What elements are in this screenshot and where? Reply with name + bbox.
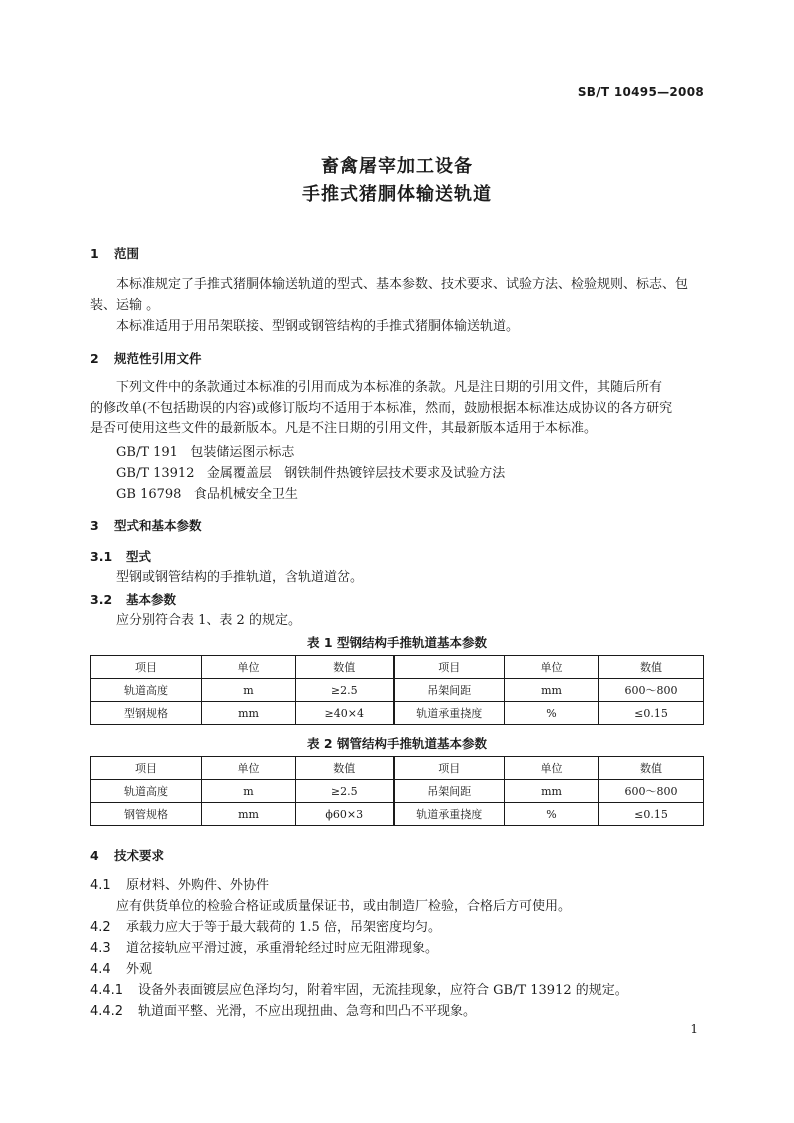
section-3-1-text: 型钢或钢管结构的手推轨道，含轨道道岔。: [116, 570, 364, 585]
section-3-heading: [90, 516, 202, 536]
section-number: 4: [90, 848, 99, 863]
clause-4-4: [90, 960, 152, 980]
section-3-1-heading: [90, 547, 151, 567]
reference-gbt-13912: GB/T 13912 金属覆盖层 钢铁制件热镀锌层技术要求及试验方法: [116, 466, 506, 481]
text-line: 下列文件中的条款通过本标准的引用而成为本标准的条款。凡是注日期的引用文件，其随后所有: [116, 380, 663, 395]
table-cell: mm: [202, 702, 296, 725]
clause-4-4-1: [90, 981, 628, 1001]
section-title: 型式: [126, 549, 152, 564]
table-cell: 轨道高度: [91, 780, 202, 803]
section-number: 3.2: [90, 592, 113, 607]
table-header-cell: 数值: [599, 757, 704, 780]
page-number: 1: [690, 1022, 698, 1036]
clause-4-1-text: 应有供货单位的检验合格证或质量保证书，或由制造厂检验，合格后方可使用。: [116, 899, 572, 914]
table-cell: m: [202, 780, 296, 803]
section-title: 型式和基本参数: [114, 518, 202, 533]
section-title: 范围: [114, 246, 140, 261]
text-line: 本标准规定了手推式猪胴体输送轨道的型式、基本参数、技术要求、试验方法、检验规则、标志、包: [116, 277, 689, 292]
table-cell: 吊架间距: [394, 679, 505, 702]
section-title: 技术要求: [114, 848, 165, 863]
table-header-row: [91, 757, 704, 780]
table-2-caption: 表 2 钢管结构手推轨道基本参数: [307, 736, 487, 751]
table-row: [91, 780, 704, 803]
table-cell: ≥2.5: [296, 679, 394, 702]
section-1-paragraph-2: 本标准适用于用吊架联接、型钢或钢管结构的手推式猪胴体输送轨道。: [116, 319, 520, 334]
section-number: 3: [90, 518, 99, 533]
title-line-1: 畜禽屠宰加工设备: [321, 156, 473, 177]
table-header-row: [91, 656, 704, 679]
section-4-heading: [90, 846, 164, 866]
clause-text: 承载力应大于等于最大载荷的 1.5 倍，吊架密度均匀。: [126, 920, 441, 935]
reference-gb-16798: GB 16798 食品机械安全卫生: [116, 487, 298, 502]
table-cell: ≥2.5: [296, 780, 394, 803]
section-2-heading: [90, 349, 202, 369]
clause-text: 原材料、外购件、外协件: [126, 878, 270, 893]
table-header-cell: 项目: [91, 656, 202, 679]
reference-gbt-191: GB/T 191 包装储运图示标志: [116, 445, 295, 460]
table-2: [90, 756, 704, 826]
table-cell: 600～800: [599, 679, 704, 702]
table-cell: mm: [202, 803, 296, 826]
clause-text: 外观: [126, 962, 153, 977]
table-header-cell: 单位: [202, 757, 296, 780]
table-row: [91, 702, 704, 725]
table-cell: 钢管规格: [91, 803, 202, 826]
clause-number: 4.2: [90, 920, 111, 935]
table-cell: 吊架间距: [394, 780, 505, 803]
table-header-cell: 项目: [394, 757, 505, 780]
table-cell: mm: [505, 679, 599, 702]
clause-4-3: [90, 939, 438, 959]
standard-code: SB/T 10495—2008: [577, 85, 704, 99]
table-header-cell: 单位: [505, 656, 599, 679]
section-1-heading: [90, 244, 139, 264]
clause-number: 4.4: [90, 962, 111, 977]
clause-number: 4.4.2: [90, 1004, 124, 1019]
table-cell: 型钢规格: [91, 702, 202, 725]
section-title: 基本参数: [126, 592, 177, 607]
table-cell: m: [202, 679, 296, 702]
table-cell: ≤0.15: [599, 803, 704, 826]
section-number: 1: [90, 246, 99, 261]
table-row: [91, 803, 704, 826]
table-header-cell: 项目: [394, 656, 505, 679]
table-cell: ≤0.15: [599, 702, 704, 725]
clause-4-4-2: [90, 1002, 476, 1022]
clause-number: 4.1: [90, 878, 111, 893]
text-line: 装、运输 。: [90, 297, 160, 313]
table-row: [91, 679, 704, 702]
table-cell: 轨道高度: [91, 679, 202, 702]
table-header-cell: 数值: [599, 656, 704, 679]
table-cell: 轨道承重挠度: [394, 803, 505, 826]
section-number: 2: [90, 351, 99, 366]
table-header-cell: 单位: [202, 656, 296, 679]
section-3-2-text: 应分别符合表 1、表 2 的规定。: [116, 613, 301, 628]
table-header-cell: 单位: [505, 757, 599, 780]
clause-text: 设备外表面镀层应色泽均匀，附着牢固，无流挂现象，应符合 GB/T 13912 的规定。: [138, 983, 628, 998]
table-header-cell: 项目: [91, 757, 202, 780]
table-cell: 600～800: [599, 780, 704, 803]
text-line: 的修改单(不包括勘误的内容)或修订版均不适用于本标准，然而，鼓励根据本标准达成协议的各方研究: [90, 400, 673, 416]
clause-text: 轨道面平整、光滑，不应出现扭曲、急弯和凹凸不平现象。: [138, 1004, 477, 1019]
text-line: 是否可使用这些文件的最新版本。凡是不注日期的引用文件，其最新版本适用于本标准。: [90, 421, 598, 436]
clause-text: 道岔接轨应平滑过渡，承重滑轮经过时应无阻滞现象。: [126, 941, 439, 956]
clause-4-1: [90, 876, 269, 896]
section-title: 规范性引用文件: [114, 351, 202, 366]
table-cell: mm: [505, 780, 599, 803]
section-2-paragraph: [90, 378, 704, 440]
table-cell: %: [505, 702, 599, 725]
table-cell: %: [505, 803, 599, 826]
table-1: [90, 655, 704, 725]
clause-number: 4.3: [90, 941, 111, 956]
section-number: 3.1: [90, 549, 113, 564]
section-3-2-heading: [90, 590, 176, 610]
table-header-cell: 数值: [296, 757, 394, 780]
table-cell: ϕ60×3: [296, 803, 394, 826]
table-1-caption: 表 1 型钢结构手推轨道基本参数: [307, 635, 487, 650]
table-cell: ≥40×4: [296, 702, 394, 725]
table-header-cell: 数值: [296, 656, 394, 679]
title-line-2: 手推式猪胴体输送轨道: [302, 184, 492, 205]
clause-number: 4.4.1: [90, 983, 124, 998]
table-cell: 轨道承重挠度: [394, 702, 505, 725]
clause-4-2: [90, 918, 441, 938]
section-1-paragraph-1: [90, 275, 704, 316]
